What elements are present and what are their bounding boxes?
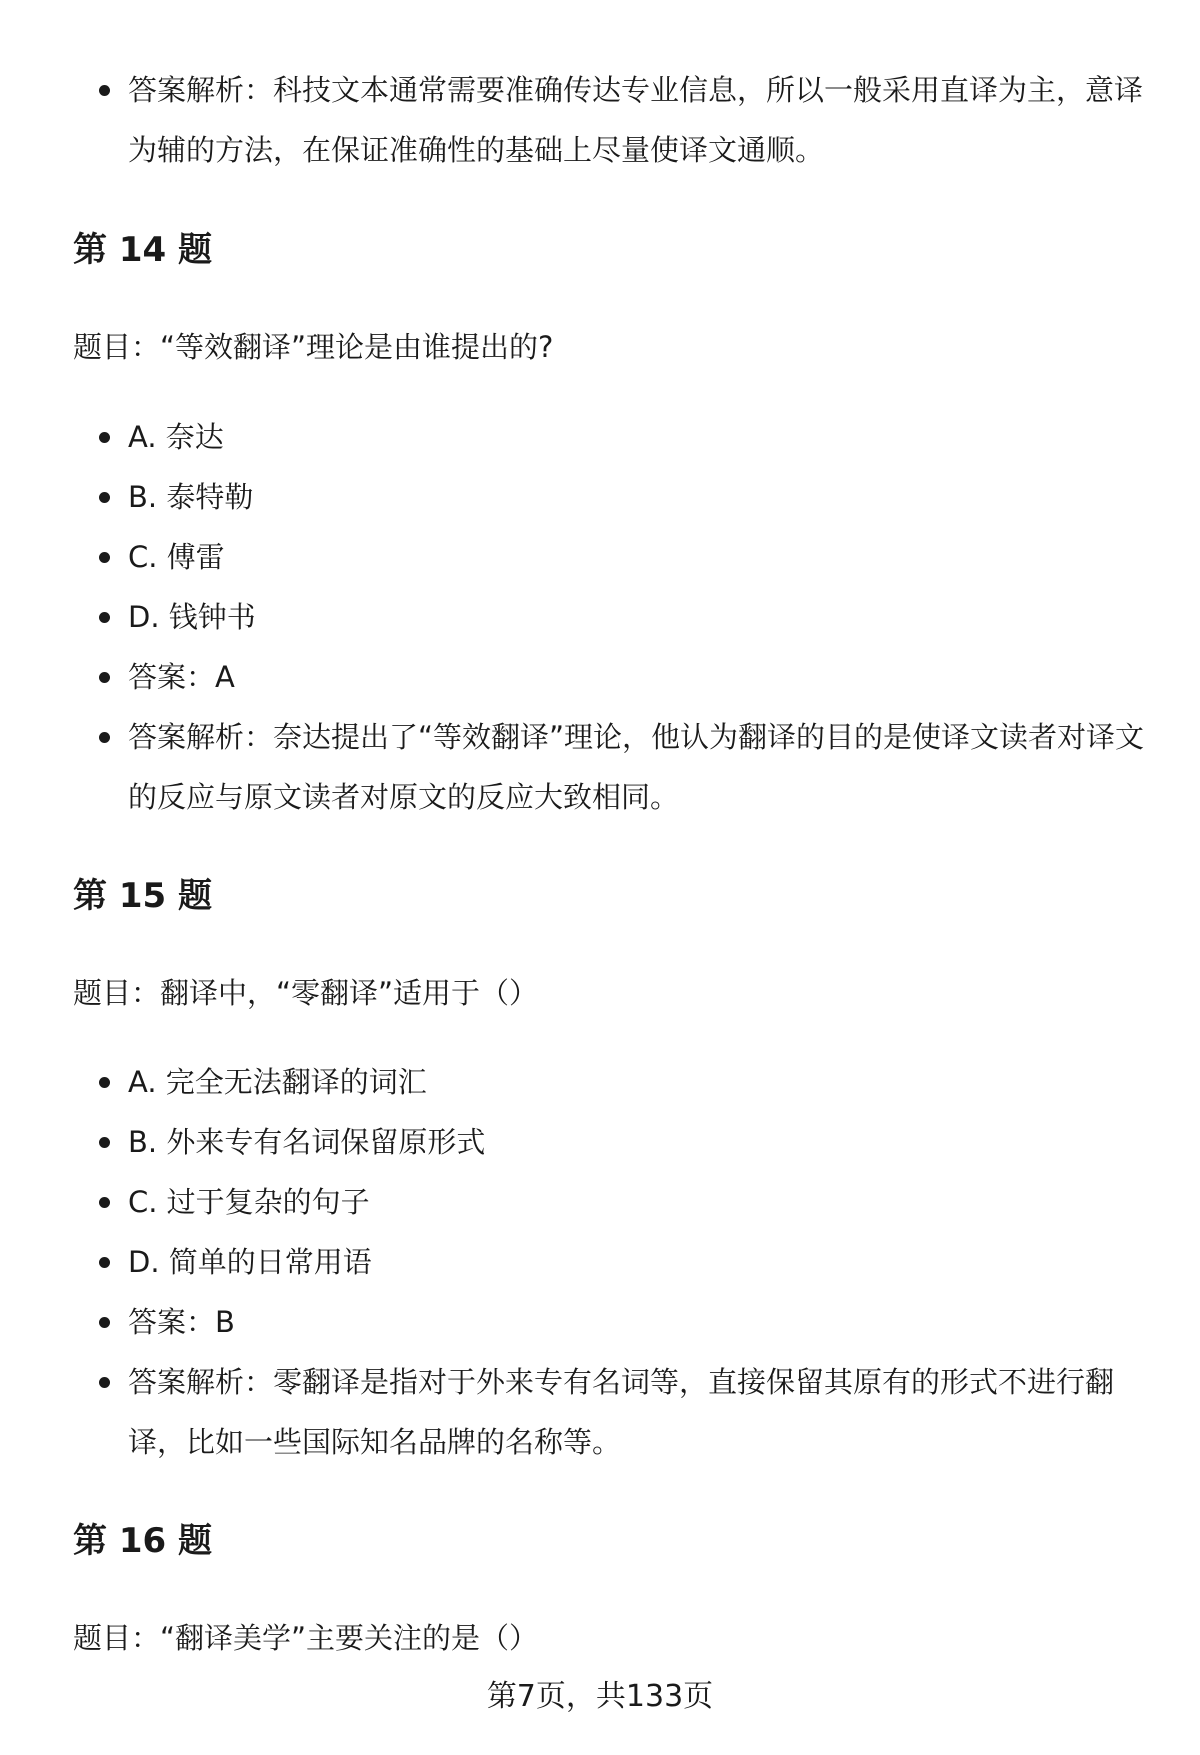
answer-explanation: 答案解析：奈达提出了“等效翻译”理论，他认为翻译的目的是使译文读者对译文的反应与原文读者对原文的反应大致相同。 <box>73 707 1153 827</box>
previous-question-tail <box>73 60 1153 180</box>
answer-explanation-13: 答案解析：科技文本通常需要准确传达专业信息，所以一般采用直译为主，意译为辅的方法，在保证准确性的基础上尽量使译文通顺。 <box>73 60 1153 180</box>
option-c: C. 过于复杂的句子 <box>73 1172 1153 1232</box>
option-a: A. 完全无法翻译的词汇 <box>73 1052 1153 1112</box>
option-c: C. 傅雷 <box>73 527 1153 587</box>
question-14-prompt: 题目：“等效翻译”理论是由谁提出的? <box>73 330 554 364</box>
answer-explanation: 答案解析：零翻译是指对于外来专有名词等，直接保留其原有的形式不进行翻译，比如一些国际知名品牌的名称等。 <box>73 1352 1153 1472</box>
option-d: D. 钱钟书 <box>73 587 1153 647</box>
option-d: D. 简单的日常用语 <box>73 1232 1153 1292</box>
page-number-footer: 第7页，共133页 <box>486 1679 714 1714</box>
question-15-prompt: 题目：翻译中，“零翻译”适用于（） <box>73 976 539 1010</box>
option-b: B. 泰特勒 <box>73 467 1153 527</box>
question-14-options <box>73 407 1153 827</box>
option-a: A. 奈达 <box>73 407 1153 467</box>
question-15-options <box>73 1052 1153 1472</box>
question-16-prompt: 题目：“翻译美学”主要关注的是（） <box>73 1621 539 1655</box>
question-16-heading: 第 16 题 <box>73 1521 212 1561</box>
option-b: B. 外来专有名词保留原形式 <box>73 1112 1153 1172</box>
answer: 答案：A <box>73 647 1153 707</box>
question-14-heading: 第 14 题 <box>73 230 212 270</box>
answer: 答案：B <box>73 1292 1153 1352</box>
question-15-heading: 第 15 题 <box>73 876 212 916</box>
